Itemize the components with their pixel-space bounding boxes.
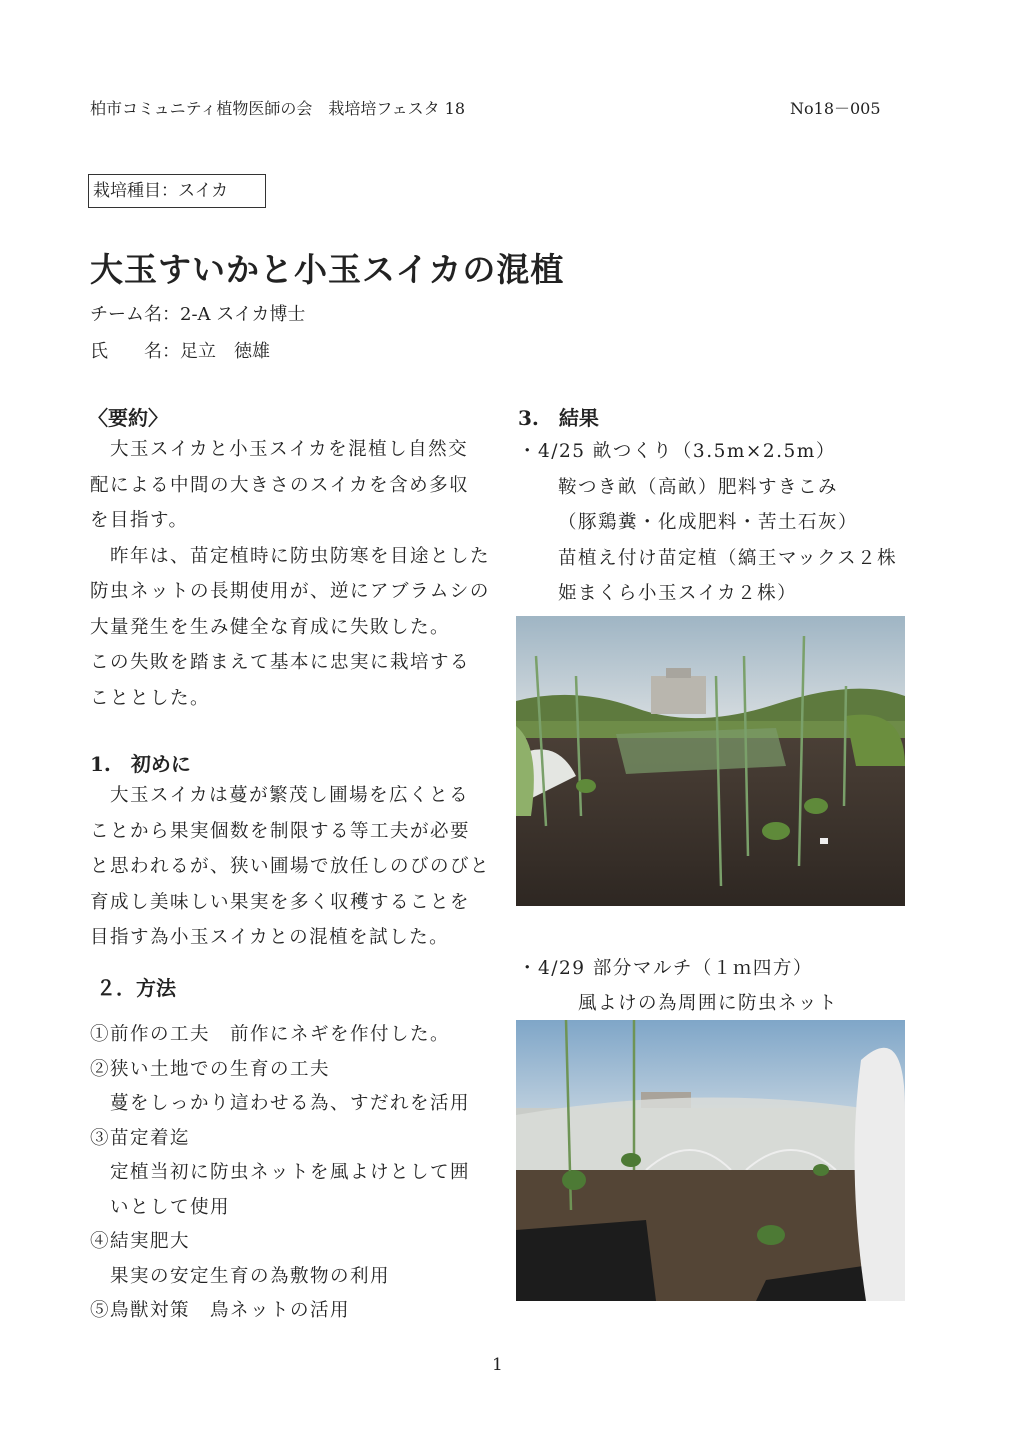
method-line: 定植当初に防虫ネットを風よけとして囲 [110,1162,471,1183]
intro-line: 大玉スイカは蔓が繁茂し圃場を広くとる [110,785,470,806]
document-number: No18－005 [790,99,881,118]
method-line: 果実の安定生育の為敷物の利用 [110,1265,391,1287]
method-line: ③苗定着迄 [90,1127,191,1149]
results-line: 風よけの為周囲に防虫ネット [578,992,839,1014]
results-line: 鞍つき畝（高畝）肥料すきこみ [558,476,839,498]
intro-body [90,778,490,956]
intro-heading: 1. 初めに [90,752,191,776]
summary-line: 大量発生を生み健全な育成に失敗した。 [90,616,451,638]
page-title: 大玉すいかと小玉スイカの混植 [90,250,565,289]
results-entry-1 [518,434,897,612]
method-line: ②狭い土地での生育の工夫 [90,1058,331,1080]
results-line: 姫まくら小玉スイカ２株） [558,583,798,604]
page-number: 1 [492,1355,503,1375]
intro-line: 目指す為小玉スイカとの混植を試した。 [90,927,450,948]
summary-heading: 〈要約〉 [88,406,168,430]
intro-line: 育成し美味しい果実を多く収穫することを [90,891,471,913]
field-photo-2 [516,1020,905,1301]
results-line: 苗植え付け苗定植（縞王マックス２株 [558,547,898,569]
summary-body [90,432,490,716]
summary-line: 大玉スイカと小玉スイカを混植し自然交 [110,439,469,460]
method-body [90,1018,490,1329]
method-line: ①前作の工夫 前作にネギを作付した。 [90,1024,451,1045]
summary-line: 昨年は、苗定植時に防虫防寒を目途とした [110,545,491,567]
team-name: チーム名：2-A スイカ博士 [90,304,306,325]
method-line: 蔓をしっかり這わせる為、すだれを活用 [110,1093,471,1114]
method-heading: ２．方法 [96,976,176,1000]
summary-line: 防虫ネットの長期使用が、逆にアブラムシの [90,581,490,602]
author-name: 氏 名：足立 徳雄 [90,341,270,362]
field-photo-2-image [516,1020,905,1301]
field-photo-1-image [516,616,905,906]
method-line: ④結実肥大 [90,1231,191,1252]
field-photo-1 [516,616,905,906]
intro-line: ことから果実個数を制限する等工夫が必要 [90,820,471,842]
summary-line: を目指す。 [90,510,189,531]
results-heading: 3. 結果 [518,406,599,430]
results-line: ・4/25 畝つくり（3.5m×2.5m） [518,441,836,462]
method-line: いとして使用 [110,1196,231,1218]
crop-label: 栽培種目：スイカ [88,174,266,208]
method-line: ⑤鳥獣対策 鳥ネットの活用 [90,1300,351,1321]
results-line: ・4/29 部分マルチ（１ｍ四方） [518,958,813,979]
results-line: （豚鶏糞・化成肥料・苦土石灰） [558,512,859,533]
summary-line: 配による中間の大きさのスイカを含め多収 [90,474,470,496]
results-entry-2 [518,952,838,1021]
header-title: 柏市コミュニティ植物医師の会 栽培培フェスタ 18 [90,99,466,118]
summary-line: こととした。 [90,687,211,709]
summary-line: この失敗を踏まえて基本に忠実に栽培する [90,652,471,673]
intro-line: と思われるが、狭い圃場で放任しのびのびと [90,856,491,877]
